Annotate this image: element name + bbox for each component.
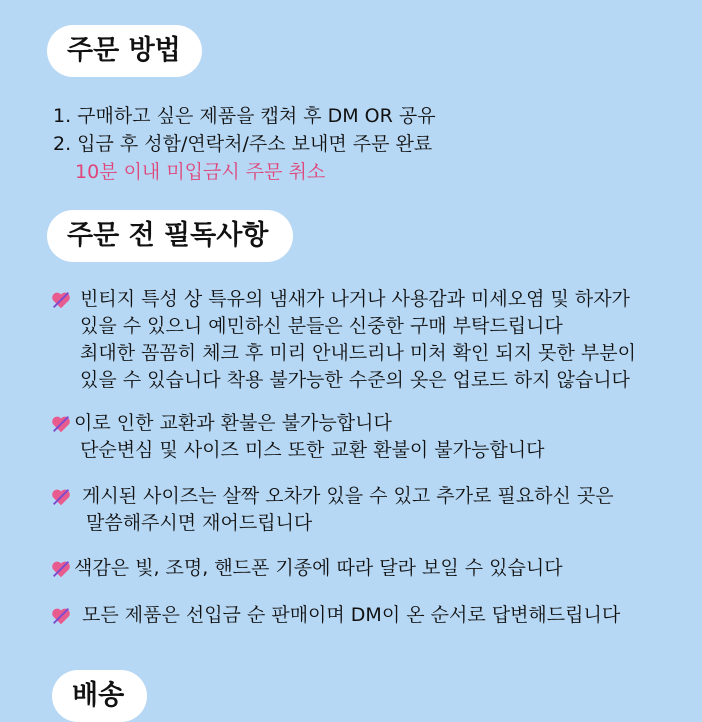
- notice-item-2-line-1: 이로 인한 교환과 환불은 불가능합니다: [74, 412, 392, 434]
- notice-item-1-line-4: 있을 수 있습니다 착용 불가능한 수준의 옷은 업로드 하지 않습니다: [80, 369, 630, 391]
- notice-item-1-line-3: 최대한 꼼꼼히 체크 후 미리 안내드리나 미처 확인 되지 못한 부분이: [80, 342, 636, 364]
- notice-item-1-line-2: 있을 수 있으니 예민하신 분들은 신중한 구매 부탁드립니다: [80, 315, 563, 337]
- order-step-2: 2. 입금 후 성함/연락처/주소 보내면 주문 완료: [53, 133, 433, 155]
- order-method-title: 주문 방법: [47, 25, 202, 77]
- heart-with-ribbon-icon: [50, 289, 72, 311]
- notice-item-4-line-1: 색감은 빛, 조명, 핸드폰 기종에 따라 달라 보일 수 있습니다: [74, 557, 563, 579]
- heart-with-ribbon-icon: [50, 558, 72, 580]
- heart-with-ribbon-icon: [50, 605, 72, 627]
- notice-item-5-line-1: 모든 제품은 선입금 순 판매이며 DM이 온 순서로 답변해드립니다: [82, 604, 621, 626]
- notice-item-3-line-2: 말씀해주시면 재어드립니다: [86, 512, 313, 534]
- notice-title: 주문 전 필독사항: [47, 210, 293, 262]
- heart-with-ribbon-icon: [50, 413, 72, 435]
- heart-with-ribbon-icon: [50, 486, 72, 508]
- notice-item-3-line-1: 게시된 사이즈는 살짝 오차가 있을 수 있고 추가로 필요하신 곳은: [82, 485, 614, 507]
- order-warning: 10분 이내 미입금시 주문 취소: [75, 161, 326, 183]
- notice-item-1-line-1: 빈티지 특성 상 특유의 냄새가 나거나 사용감과 미세오염 및 하자가: [80, 288, 630, 310]
- order-step-1: 1. 구매하고 싶은 제품을 캡쳐 후 DM OR 공유: [53, 105, 436, 127]
- notice-item-2-line-2: 단순변심 및 사이즈 미스 또한 교환 환불이 불가능합니다: [80, 439, 545, 461]
- shipping-title: 배송: [52, 670, 147, 722]
